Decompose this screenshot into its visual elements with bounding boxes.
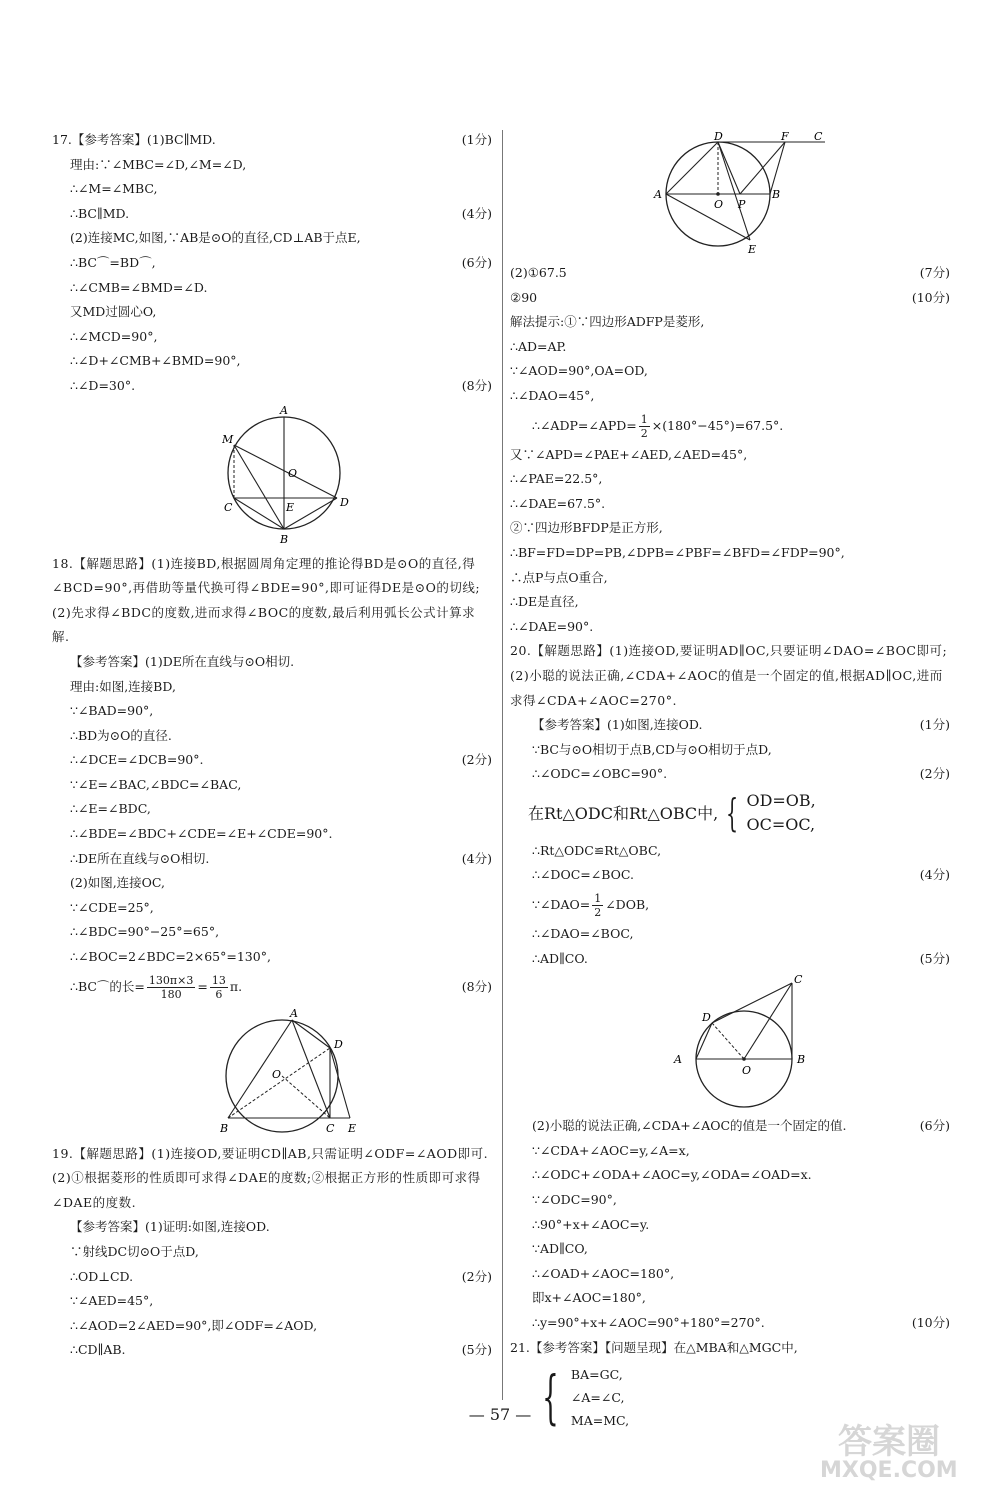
q19-adp-den: 2 <box>640 426 648 440</box>
left-brace-3: { <box>542 1363 559 1432</box>
q18-line <box>52 650 492 675</box>
line-text: ∵BC与⊙O相切于点B,CD与⊙O相切于点D, <box>532 741 772 757</box>
r2-line <box>510 566 950 591</box>
q19-adp-num: 1 <box>640 412 648 426</box>
q18-line <box>52 847 492 872</box>
line-text: ∵∠CDA+∠AOC=y,∠A=x, <box>532 1142 690 1158</box>
q18-line <box>52 822 492 847</box>
line-text: ∴∠M=∠MBC, <box>70 181 158 197</box>
figure-q20 <box>670 975 950 1110</box>
line-text: ∴OD⊥CD. <box>70 1268 134 1284</box>
q19-label-e: E <box>748 243 757 256</box>
line-text: ∴BF=FD=DP=PB,∠DPB=∠PBF=∠BFD=∠FDP=90°, <box>510 544 845 560</box>
left-line <box>52 226 492 251</box>
line-text: ∴点P与点O重合, <box>510 569 608 585</box>
score-label: (10分) <box>911 289 950 305</box>
r1-line <box>510 261 950 286</box>
q17-label-o: O <box>288 466 298 480</box>
q18-line <box>52 871 492 896</box>
q19-label-c: C <box>814 132 823 143</box>
q20-lines-2 <box>510 839 950 888</box>
q20-lines-3 <box>510 922 950 971</box>
left-line <box>52 153 492 178</box>
q19-adp-line <box>510 409 950 443</box>
score-label: (1分) <box>461 132 492 147</box>
left-line <box>52 177 492 202</box>
q17-lines <box>52 128 492 399</box>
q19-line <box>52 1142 492 1216</box>
line-text: ∴∠MCD=90°, <box>70 328 158 344</box>
q18-arc-post: π. <box>229 978 243 994</box>
score-label: (5分) <box>461 1342 492 1358</box>
score-label: (2分) <box>461 1268 492 1284</box>
q18-line <box>52 552 492 650</box>
line-text: ∴DE是直径, <box>510 594 579 610</box>
q19-label-b: B <box>772 188 781 201</box>
q20-line <box>510 639 950 713</box>
line-text: 【参考答案】(1)证明:如图,连接OD. <box>70 1219 270 1235</box>
line-text: 21.【参考答案】【问题呈现】在△MBA和△MGC中, <box>510 1339 798 1355</box>
q20-lines <box>510 639 950 787</box>
q18-arc-num: 130π×3 <box>148 973 194 987</box>
line-text: (2)如图,连接OC, <box>70 875 166 891</box>
q20d-line <box>510 1139 950 1164</box>
q17-label-b: B <box>280 532 289 546</box>
q20c-line <box>510 947 950 972</box>
q19-line <box>52 1314 492 1339</box>
q18-lines <box>52 552 492 970</box>
q18-arc-length-line <box>52 970 492 1004</box>
left-line <box>52 374 492 399</box>
line-text: ∴90°+x+∠AOC=y. <box>532 1216 650 1232</box>
line-text: 又MD过圆心O, <box>70 304 157 320</box>
watermark-url-text: MXQE.COM <box>820 1458 958 1483</box>
line-text: ∵∠AED=45°, <box>70 1293 154 1309</box>
line-text: ∵∠ODC=90°, <box>532 1192 617 1208</box>
q19-label-a: A <box>654 188 662 201</box>
q20-part2-lines <box>510 1114 950 1360</box>
q18-arc-fraction <box>147 974 195 1001</box>
r1-line <box>510 286 950 311</box>
left-line <box>52 349 492 374</box>
q21-brace-a: BA=GC, <box>570 1366 623 1382</box>
figure-q19 <box>650 132 950 257</box>
line-text: 18.【解题思路】(1)连接BD,根据圆周角定理的推论得BD是⊙O的直径,得∠BCD=90°,再借助等量代换可得∠BDE=90°,即可证得DE是⊙O的切线;(2)先求得∠BDC的度数,进而求得∠BOC的度数,最后利用弧长公式计算求解. <box>52 555 481 645</box>
q18-line <box>52 945 492 970</box>
line-text: ∵∠CDE=25°, <box>70 899 154 915</box>
line-text: ∴AD∥CO. <box>532 950 588 966</box>
left-line <box>52 276 492 301</box>
score-label: (4分) <box>919 867 950 883</box>
line-text: 【参考答案】(1)DE所在直线与⊙O相切. <box>70 653 295 669</box>
q20-dao-line <box>510 888 950 922</box>
q18-arc-num2: 13 <box>211 973 226 987</box>
q18-label-b: B <box>220 1121 229 1135</box>
r2-line <box>510 443 950 468</box>
q20d-line <box>510 1188 950 1213</box>
q19-label-f: F <box>781 132 789 143</box>
r2-line <box>510 590 950 615</box>
q20-brace-pre: 在Rt△ODC和Rt△OBC中, <box>528 804 719 824</box>
q18-arc-den: 180 <box>160 987 182 1001</box>
q19-line <box>52 1289 492 1314</box>
q20-label-b: B <box>797 1053 806 1067</box>
score-label: (10分) <box>911 1315 950 1330</box>
left-line <box>52 251 492 276</box>
line-text: ∴∠AOD=2∠AED=90°,即∠ODF=∠AOD, <box>70 1317 318 1333</box>
left-line <box>52 202 492 227</box>
q21-brace-c: MA=MC, <box>570 1412 630 1428</box>
q20-dao-post: ∠DOB, <box>605 897 650 913</box>
line-text: ∴BC⌒=BD⌒, <box>70 254 156 270</box>
line-text: ∴Rt△ODC≌Rt△OBC, <box>532 842 662 858</box>
line-text: 理由:∵∠MBC=∠D,∠M=∠D, <box>70 156 247 172</box>
line-text: ∴BD为⊙O的直径. <box>70 727 172 743</box>
q19-label-d: D <box>714 132 723 143</box>
q18-line <box>52 675 492 700</box>
score-label: (4分) <box>461 205 492 221</box>
line-text: ∴BC∥MD. <box>70 205 130 221</box>
left-line <box>52 325 492 350</box>
q20-dao-fraction <box>592 892 603 919</box>
q20b-line <box>510 839 950 864</box>
q18-label-a: A <box>290 1007 298 1020</box>
line-text: ②90 <box>510 289 538 305</box>
q20-line <box>510 713 950 738</box>
q19-line <box>52 1265 492 1290</box>
q20-label-d: D <box>702 1011 711 1025</box>
line-text: ∴∠DOC=∠BOC. <box>532 867 634 883</box>
q17-label-e: E <box>286 500 295 514</box>
q18-line <box>52 920 492 945</box>
r2-line <box>510 541 950 566</box>
figure-q17 <box>222 403 492 548</box>
line-text: ②∵四边形BFDP是正方形, <box>510 520 663 536</box>
q19-line <box>52 1338 492 1363</box>
q19-circle-diagram <box>650 132 830 257</box>
score-label: (6分) <box>919 1118 950 1134</box>
line-text: ∵∠E=∠BAC,∠BDC=∠BAC, <box>70 776 242 792</box>
q19-label-p: P <box>738 198 746 211</box>
line-text: ∴∠DAE=67.5°. <box>510 495 606 511</box>
line-text: 即x+∠AOC=180°, <box>532 1290 646 1306</box>
q20-brace-a: OD=OB, <box>746 790 816 810</box>
q18-line <box>52 773 492 798</box>
q19-line <box>52 1240 492 1265</box>
score-label: (7分) <box>919 265 950 280</box>
q20-line <box>510 738 950 763</box>
line-text: ∴∠BDC=90°−25°=65°, <box>70 924 220 940</box>
q17-circle-diagram <box>222 403 362 548</box>
line-text: 17.【参考答案】(1)BC∥MD. <box>52 132 216 147</box>
q20-dao-num: 1 <box>594 892 602 906</box>
q20c-line <box>510 922 950 947</box>
line-text: ∴y=90°+x+∠AOC=90°+180°=270°. <box>532 1315 765 1330</box>
left-line <box>52 300 492 325</box>
line-text: (2)①67.5 <box>510 265 567 280</box>
left-column <box>52 128 492 1363</box>
line-text: ∴∠E=∠BDC, <box>70 801 151 817</box>
r1-line <box>510 384 950 409</box>
score-label: (1分) <box>919 717 950 733</box>
line-text: ∴∠BOC=2∠BDC=2×65°=130°, <box>70 949 271 965</box>
r1-line <box>510 310 950 335</box>
q18-label-c: C <box>326 1121 335 1135</box>
left-brace: { <box>726 790 739 835</box>
q18-line <box>52 797 492 822</box>
q20d-line <box>510 1213 950 1238</box>
r1-line <box>510 335 950 360</box>
q17-label-d: D <box>340 495 349 509</box>
figure-q18 <box>220 1008 492 1138</box>
line-text: ∴∠CMB=∠BMD=∠D. <box>70 279 208 295</box>
line-text: ∴∠ODC=∠OBC=90°. <box>532 766 668 782</box>
q18-line <box>52 896 492 921</box>
line-text: 20.【解题思路】(1)连接OD,要证明AD∥OC,只要证明∠DAO=∠BOC即可;(2)小聪的说法正确,∠CDA+∠AOC的值是一个固定的值,根据AD∥OC,进而求得∠CDA+∠AOC=270°. <box>510 643 948 708</box>
q20-circle-diagram <box>670 975 820 1110</box>
q18-arc-fraction-2 <box>210 974 228 1001</box>
line-text: ∵AD∥CO, <box>532 1241 588 1257</box>
score-label: (2分) <box>461 752 492 768</box>
q18-arc-score: (8分) <box>461 978 492 994</box>
line-text: ∴DE所在直线与⊙O相切. <box>70 850 210 866</box>
score-label: (2分) <box>919 766 950 782</box>
page-number: — 57 — <box>468 1405 532 1424</box>
q19-adp-pre: ∴∠ADP=∠APD= <box>532 417 637 433</box>
q20-dao-pre: ∵∠DAO= <box>532 897 591 913</box>
line-text: ∵∠BAD=90°, <box>70 703 154 719</box>
q20d-line <box>510 1163 950 1188</box>
line-text: (2)连接MC,如图,∵AB是⊙O的直径,CD⊥AB于点E, <box>70 230 361 246</box>
line-text: ∴∠DAO=∠BOC, <box>532 926 634 942</box>
q19-lines <box>52 1142 492 1363</box>
line-text: (2)小聪的说法正确,∠CDA+∠AOC的值是一个固定的值. <box>532 1118 847 1134</box>
q18-line <box>52 724 492 749</box>
line-text: ∴∠DCE=∠DCB=90°. <box>70 752 204 768</box>
q17-label-m: M <box>222 432 234 446</box>
q17-label-a: A <box>280 403 288 417</box>
q20-brace-system <box>510 787 950 839</box>
score-label: (6分) <box>461 254 492 270</box>
q18-arc-den2: 6 <box>215 987 223 1001</box>
line-text: ∴∠DAE=90°. <box>510 618 594 634</box>
q20-brace-b: OC=OC, <box>746 814 816 834</box>
q18-arc-eq: = <box>197 978 208 994</box>
line-text: 理由:如图,连接BD, <box>70 678 176 694</box>
q19-adp-fraction <box>639 413 650 440</box>
q18-label-d: D <box>334 1037 343 1051</box>
q20-label-o: O <box>742 1064 752 1078</box>
r1-line <box>510 359 950 384</box>
q19-line <box>52 1215 492 1240</box>
line-text: ∵∠AOD=90°,OA=OD, <box>510 363 648 379</box>
watermark-logo-text: 答案圈 <box>838 1422 940 1462</box>
r2-line <box>510 492 950 517</box>
q18-circle-diagram <box>220 1008 370 1138</box>
line-text: 解法提示:①∵四边形ADFP是菱形, <box>510 314 705 330</box>
q20-dao-den: 2 <box>594 906 602 920</box>
q20-line <box>510 762 950 787</box>
column-divider <box>502 130 503 1400</box>
line-text: ∴CD∥AB. <box>70 1342 126 1358</box>
line-text: ∵射线DC切⊙O于点D, <box>70 1244 199 1259</box>
q20-brace-stack <box>746 789 815 837</box>
q18-line <box>52 699 492 724</box>
score-label: (5分) <box>919 950 950 966</box>
q20-label-c: C <box>794 975 803 987</box>
q18-line <box>52 748 492 773</box>
q19-part2-lines <box>510 261 950 409</box>
r2-line <box>510 467 950 492</box>
left-line <box>52 128 492 153</box>
line-text: 又∵∠APD=∠PAE+∠AED,∠AED=45°, <box>510 446 748 462</box>
q20d-line <box>510 1336 950 1361</box>
line-text: 【参考答案】(1)如图,连接OD. <box>532 717 703 733</box>
r2-line <box>510 615 950 640</box>
line-text: ∴∠DAO=45°, <box>510 387 595 403</box>
line-text: ∴∠BDE=∠BDC+∠CDE=∠E+∠CDE=90°. <box>70 826 333 842</box>
line-text: ∴∠OAD+∠AOC=180°, <box>532 1265 675 1281</box>
line-text: ∴∠ODC+∠ODA+∠AOC=y,∠ODA=∠OAD=x. <box>532 1167 812 1183</box>
q19-label-o: O <box>714 198 724 211</box>
q18-arc-pre: ∴BC⌒的长= <box>70 978 145 994</box>
q20d-line <box>510 1286 950 1311</box>
q17-label-c: C <box>224 500 233 514</box>
q20b-line <box>510 863 950 888</box>
score-label: (8分) <box>461 377 492 393</box>
q20-label-a: A <box>674 1053 682 1067</box>
q19-part3-lines <box>510 443 950 640</box>
q20d-line <box>510 1237 950 1262</box>
score-label: (4分) <box>461 850 492 866</box>
q20d-line <box>510 1262 950 1287</box>
line-text: ∴∠D=30°. <box>70 377 136 393</box>
line-text: ∴AD=AP. <box>510 338 567 354</box>
line-text: ∴∠D+∠CMB+∠BMD=90°, <box>70 353 241 369</box>
q21-brace-b: ∠A=∠C, <box>570 1389 625 1405</box>
q18-label-e: E <box>348 1121 357 1135</box>
q19-adp-post: ×(180°−45°)=67.5°. <box>651 417 784 433</box>
right-column <box>510 128 950 1434</box>
r2-line <box>510 516 950 541</box>
q18-label-o: O <box>272 1067 282 1081</box>
q20d-line <box>510 1311 950 1336</box>
line-text: ∴∠PAE=22.5°, <box>510 471 603 487</box>
q20d-line <box>510 1114 950 1139</box>
line-text: 19.【解题思路】(1)连接OD,要证明CD∥AB,只需证明∠ODF=∠AOD即可.(2)①根据菱形的性质即可求得∠DAE的度数;②根据正方形的性质即可求得∠DAE的度数. <box>52 1145 489 1210</box>
